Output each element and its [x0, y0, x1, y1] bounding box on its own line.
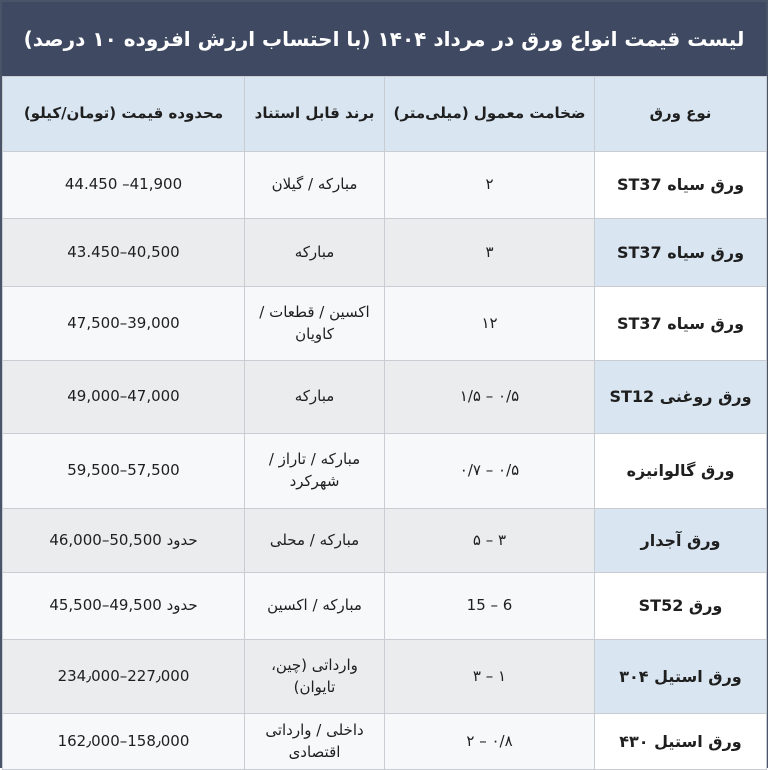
cell-thickness: ۰/۸ – ۲ [385, 714, 595, 770]
table-row [3, 573, 767, 640]
cell-price: 49,000–47,000 [3, 361, 245, 434]
table-row [3, 509, 767, 573]
cell-thickness: ۱۲ [385, 287, 595, 361]
cell-thickness: ۰/۵ – ۰/۷ [385, 434, 595, 509]
table-row [3, 219, 767, 287]
cell-type: ورق روغنی ST12 [595, 361, 767, 434]
page-title: لیست قیمت انواع ورق در مرداد ۱۴۰۴ (با احتساب ارزش افزوده ۱۰ درصد) [2, 2, 766, 76]
header-brand: برند قابل استناد [245, 77, 385, 152]
cell-price: 162٫000–158٫000 [3, 714, 245, 770]
cell-type: ورق ST52 [595, 573, 767, 640]
cell-price: 43.450–40,500 [3, 219, 245, 287]
cell-thickness: ۳ – ۵ [385, 509, 595, 573]
cell-brand: وارداتی (چین، تایوان) [245, 640, 385, 714]
table-row [3, 434, 767, 509]
table-row [3, 287, 767, 361]
cell-type: ورق سیاه ST37 [595, 152, 767, 219]
price-table [2, 76, 767, 770]
cell-type: ورق گالوانیزه [595, 434, 767, 509]
table-header-row [3, 77, 767, 152]
table-row [3, 714, 767, 770]
header-price: محدوده قیمت (تومان/کیلو) [3, 77, 245, 152]
cell-type: ورق استیل ۳۰۴ [595, 640, 767, 714]
cell-thickness: 6 – 15 [385, 573, 595, 640]
cell-thickness: ۱ – ۳ [385, 640, 595, 714]
cell-brand: داخلی / وارداتی اقتصادی [245, 714, 385, 770]
table-row [3, 361, 767, 434]
cell-type: ورق سیاه ST37 [595, 219, 767, 287]
cell-brand: اکسین / قطعات / کاویان [245, 287, 385, 361]
cell-price: 59,500–57,500 [3, 434, 245, 509]
header-type: نوع ورق [595, 77, 767, 152]
cell-price: حدود 50,500–46,000 [3, 509, 245, 573]
cell-type: ورق آجدار [595, 509, 767, 573]
cell-type: ورق سیاه ST37 [595, 287, 767, 361]
header-thickness: ضخامت معمول (میلی‌متر) [385, 77, 595, 152]
cell-thickness: ۲ [385, 152, 595, 219]
cell-brand: مبارکه / گیلان [245, 152, 385, 219]
table-row [3, 640, 767, 714]
cell-price: حدود 49,500–45,500 [3, 573, 245, 640]
cell-brand: مبارکه / اکسین [245, 573, 385, 640]
table-row [3, 152, 767, 219]
cell-brand: مبارکه / محلی [245, 509, 385, 573]
cell-brand: مبارکه [245, 219, 385, 287]
cell-thickness: ۳ [385, 219, 595, 287]
cell-type: ورق استیل ۴۳۰ [595, 714, 767, 770]
cell-price: 44.450 –41,900 [3, 152, 245, 219]
cell-price: 47,500–39,000 [3, 287, 245, 361]
cell-brand: مبارکه / تاراز / شهرکرد [245, 434, 385, 509]
cell-thickness: ۰/۵ – ۱/۵ [385, 361, 595, 434]
cell-brand: مبارکه [245, 361, 385, 434]
cell-price: 234٫000–227٫000 [3, 640, 245, 714]
